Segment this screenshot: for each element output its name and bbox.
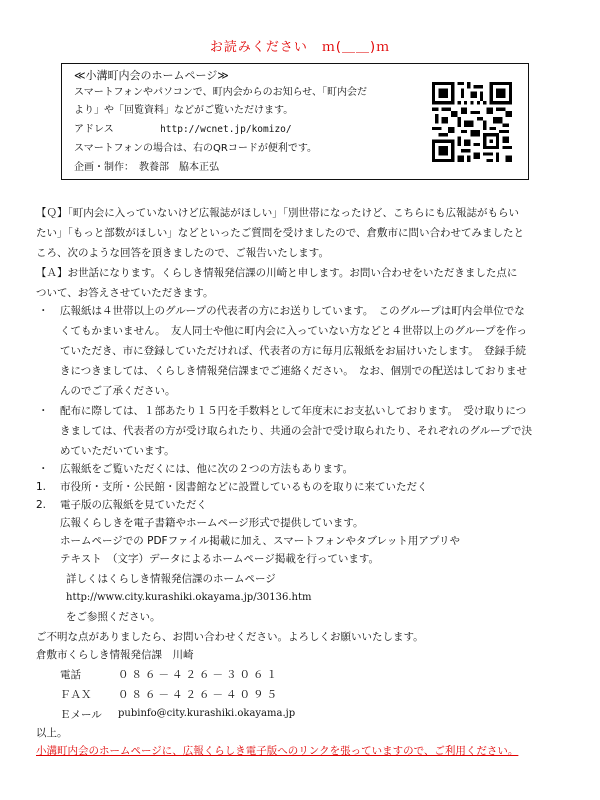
info-box-heading: ≪小溝町内会のホームページ≫ — [74, 69, 229, 82]
question-line-2: たい」「もっと部数がほしい」などといったご質問を受けましたので、倉敷市に問い合わせてみましたと — [36, 227, 525, 239]
method-number: 2. — [36, 499, 47, 511]
bullet-3-line-1: 広報紙をご覧いただくには、他に次の２つの方法もあります。 — [60, 463, 354, 475]
question-line-1: 【Ｑ】「町内会に入っていないけど広報誌がほしい」「別世帯になったけど、こちらにも広報誌がもらい — [36, 207, 519, 219]
kurashiki-url-link[interactable]: http://www.city.kurashiki.okayama.jp/30136.htm — [66, 592, 312, 603]
method-2-text: 電子版の広報紙を見ていただく — [60, 499, 207, 511]
method-1-text: 市役所・支所・公民館・図書館などに設置しているものを取りに来ていただく — [60, 481, 428, 493]
digital-line-2: ホームページでの PDFファイル掲載に加え、スマートフォンやタブレット用アプリや — [60, 535, 461, 547]
method-number: 1. — [36, 481, 47, 493]
digital-line-1: 広報くらしきを電子書籍やホームページ形式で提供しています。 — [60, 517, 364, 529]
info-line-2: より」や「回覧資料」などがご覧いただけます。 — [74, 105, 294, 116]
answer-line-2: ついて、お答えさせていただきます。 — [36, 287, 214, 299]
address-label: アドレス — [74, 124, 114, 135]
bullet-marker: ・ — [38, 405, 49, 417]
contact-name: 倉敷市くらしき情報発信課 川崎 — [36, 649, 194, 661]
address-url[interactable]: http://wcnet.jp/komizo/ — [160, 124, 292, 135]
answer-line-1: 【Ａ】お世話になります。くらしき情報発信課の川崎と申します。お問い合わせをいただきました点に — [36, 267, 518, 279]
fax-value: ０８６－４２６－４０９５ — [118, 689, 280, 701]
qr-note: スマートフォンの場合は、右のQRコードが便利です。 — [74, 143, 318, 154]
address-row — [74, 122, 292, 138]
bullet-marker: ・ — [38, 305, 49, 317]
page-title: お読みください ｍ(＿＿)ｍ — [209, 40, 391, 55]
question-line-3: ころ、次のような回答を頂きましたので、ご報告いたします。 — [36, 247, 329, 259]
bullet-2-line-3: めていただいています。 — [60, 445, 175, 457]
bullet-1-line-4: きにつきましては、くらしき情報発信課までご連絡ください。 なお、個別での配送はしておりませ — [60, 365, 528, 377]
bullet-1-line-5: んのでご了承ください。 — [60, 385, 176, 397]
fax-label: ＦＡＸ — [60, 689, 92, 701]
bullet-marker: ・ — [38, 463, 49, 475]
email-link[interactable]: pubinfo@city.kurashiki.okayama.jp — [118, 708, 296, 719]
bullet-1-line-3: ていただき、市に登録していただければ、代表者の方に毎月広報紙をお届けいたします。 登録手続 — [60, 345, 526, 357]
digital-line-4: 詳しくはくらしき情報発信課のホームページ — [66, 573, 276, 585]
end-text: 以上。 — [36, 727, 68, 739]
tel-value: ０８６－４２６－３０６１ — [118, 669, 280, 681]
bullet-2-line-1: 配布に際しては、１部あたり１５円を手数料として年度末にお支払いしております。 受け取りにつ — [60, 405, 527, 417]
bullet-2-line-2: きましては、代表者の方が受け取られたり、共通の会計で受け取られたり、それぞれのグループで決 — [60, 425, 532, 437]
digital-line-3: テキスト （文字）データによるホームページ掲載を行っています。 — [60, 553, 379, 565]
bullet-1-line-2: くてもかまいません。 友人同士や他に町内会に入っていない方などと４世帯以上のグループを作っ — [60, 325, 528, 337]
info-box — [61, 63, 529, 180]
info-line-1: スマートフォンやパソコンで、町内会からのお知らせ、「町内会だ — [74, 87, 367, 98]
tel-label: 電話 — [60, 669, 81, 681]
digital-line-5: をご参照ください。 — [66, 611, 161, 623]
bullet-1-line-1: 広報紙は４世帯以上のグループの代表者の方にお送りしています。 このグループは町内会単位でな — [60, 305, 525, 317]
footer-notice: 小溝町内会のホームページに、広報くらしき電子版へのリンクを張っていますので、ご利用ください。 — [36, 745, 519, 757]
credit: 企画・制作： 教養部 脇本正弘 — [74, 162, 219, 173]
email-label: Ｅメール — [60, 709, 102, 721]
qr-code-icon[interactable] — [432, 82, 512, 162]
closing-line-1: ご不明な点がありましたら、お問い合わせください。よろしくお願いいたします。 — [36, 631, 424, 643]
